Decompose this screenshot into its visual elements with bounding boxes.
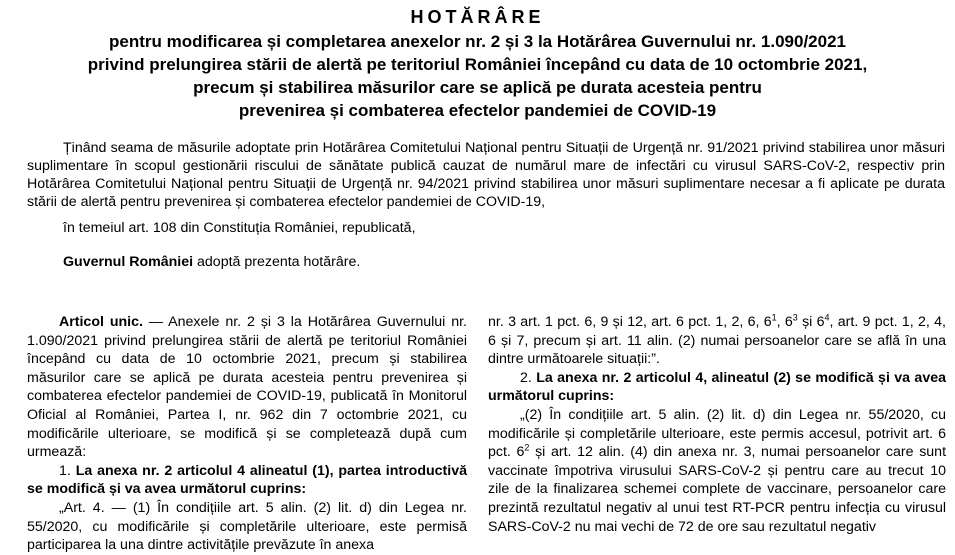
continuation-text: , 6 (776, 314, 793, 330)
continuation-text: și 6 (797, 314, 825, 330)
superscript: 3 (792, 312, 798, 323)
point-2-heading: La anexa nr. 2 articolul 4, alineatul (2) se modifică și va avea următorul cuprins: (488, 369, 946, 405)
point-1 (27, 462, 467, 499)
document-subtitle (0, 30, 955, 122)
superscript: 1 (771, 312, 777, 323)
article-4-quote: „Art. 4. — (1) În condițiile art. 5 alin. (2) lit. d) din Legea nr. 55/2020, cu modificările și completările ulterioare, este permisă participarea la una dintre activitățile prevăzute în anexa (27, 499, 467, 554)
superscript: 4 (824, 312, 830, 323)
quote-continuation (488, 313, 946, 369)
subtitle-line: prevenirea și combaterea efectelor pandemiei de COVID-19 (238, 101, 717, 120)
preamble (27, 139, 945, 271)
subtitle-line: privind prelungirea stării de alertă pe teritoriul României începând cu data de 10 octombrie 2021, (87, 55, 868, 74)
point-2 (488, 369, 946, 406)
subtitle-line: pentru modificarea și completarea anexelor nr. 2 și 3 la Hotărârea Guvernului nr. 1.090/2021 (109, 32, 846, 51)
adoption-paragraph (27, 253, 945, 271)
quote-text: și art. 12 alin. (4) din anexa nr. 3, numai persoanelor care sunt vaccinate împotriva virusului SARS-CoV-2 și pentru care au trecut 10 zile de la finalizarea schemei complete de vaccinare, persoanelor care prezintă rezultatul negativ al unui test RT-PCR pentru infecția cu virusul SARS-CoV-2 nu mai vechi de 72 de ore sau rezultatul negativ (488, 444, 947, 535)
document-title: HOTĂRÂRE (410, 7, 545, 27)
left-column (27, 313, 467, 555)
superscript: 2 (524, 442, 530, 453)
right-column (488, 313, 946, 536)
point-2-number: 2. (520, 369, 537, 386)
paragraph-2-quote (488, 406, 946, 536)
quote-text: „(2) În condițiile art. 5 alin. (2) lit. d) din Legea nr. 55/2020, cu modificările și completările ulterioare, este permis accesul, potrivit art. 6 pct. 6 (488, 406, 946, 461)
point-1-number: 1. (59, 462, 76, 479)
continuation-text: , art. 9 pct. 1, 2, 4, 6 și 7, precum și art. 11 alin. (2) numai persoanelor care se află în una dintre următoarele situații:”. (488, 314, 946, 368)
preamble-paragraph: Ținând seama de măsurile adoptate prin Hotărârea Comitetului Național pentru Situații de Urgență nr. 91/2021 privind stabilirea unor măsuri suplimentare în scopul gestionării riscului de sănătate publică cauzat de numărul mare de infectări cu virusul SARS-CoV-2, respectiv prin Hotărârea Comitetului Național pentru Situații de Urgență nr. 94/2021 privind stabilirea unor măsuri suplimentare necesar a fi aplicate pe durata stării de alertă pentru prevenirea și combaterea efectelor pandemiei de COVID-19, (27, 140, 945, 210)
subtitle-line: precum și stabilirea măsurilor care se aplică pe durata acesteia pentru (193, 78, 762, 97)
article-text: — Anexele nr. 2 și 3 la Hotărârea Guvernului nr. 1.090/2021 privind prelungirea stării de alertă pe teritoriul României începând cu data de 10 octombrie 2021, precum și stabilirea măsurilor care se aplică pe durata acesteia pentru prevenirea și combaterea efectelor pandemiei de COVID-19, publicată în Monitorul Oficial al României, Partea I, nr. 962 din 7 octombrie 2021, cu modificările ulterioare, se modifică și se completează după cum urmează: (27, 314, 468, 461)
government-name: Guvernul României (63, 254, 194, 270)
article-heading: Articol unic. (59, 314, 143, 330)
point-1-heading: La anexa nr. 2 articolul 4 alineatul (1), partea introductivă se modifică și va avea următorul cuprins: (27, 462, 467, 498)
continuation-text: nr. 3 art. 1 pct. 6, 9 și 12, art. 6 pct. 1, 2, 6, 6 (488, 314, 772, 330)
adoption-text: adoptă prezenta hotărâre. (193, 254, 361, 270)
article-paragraph (27, 313, 467, 462)
legal-basis-paragraph: în temeiul art. 108 din Constituția României, republicată, (63, 220, 416, 236)
